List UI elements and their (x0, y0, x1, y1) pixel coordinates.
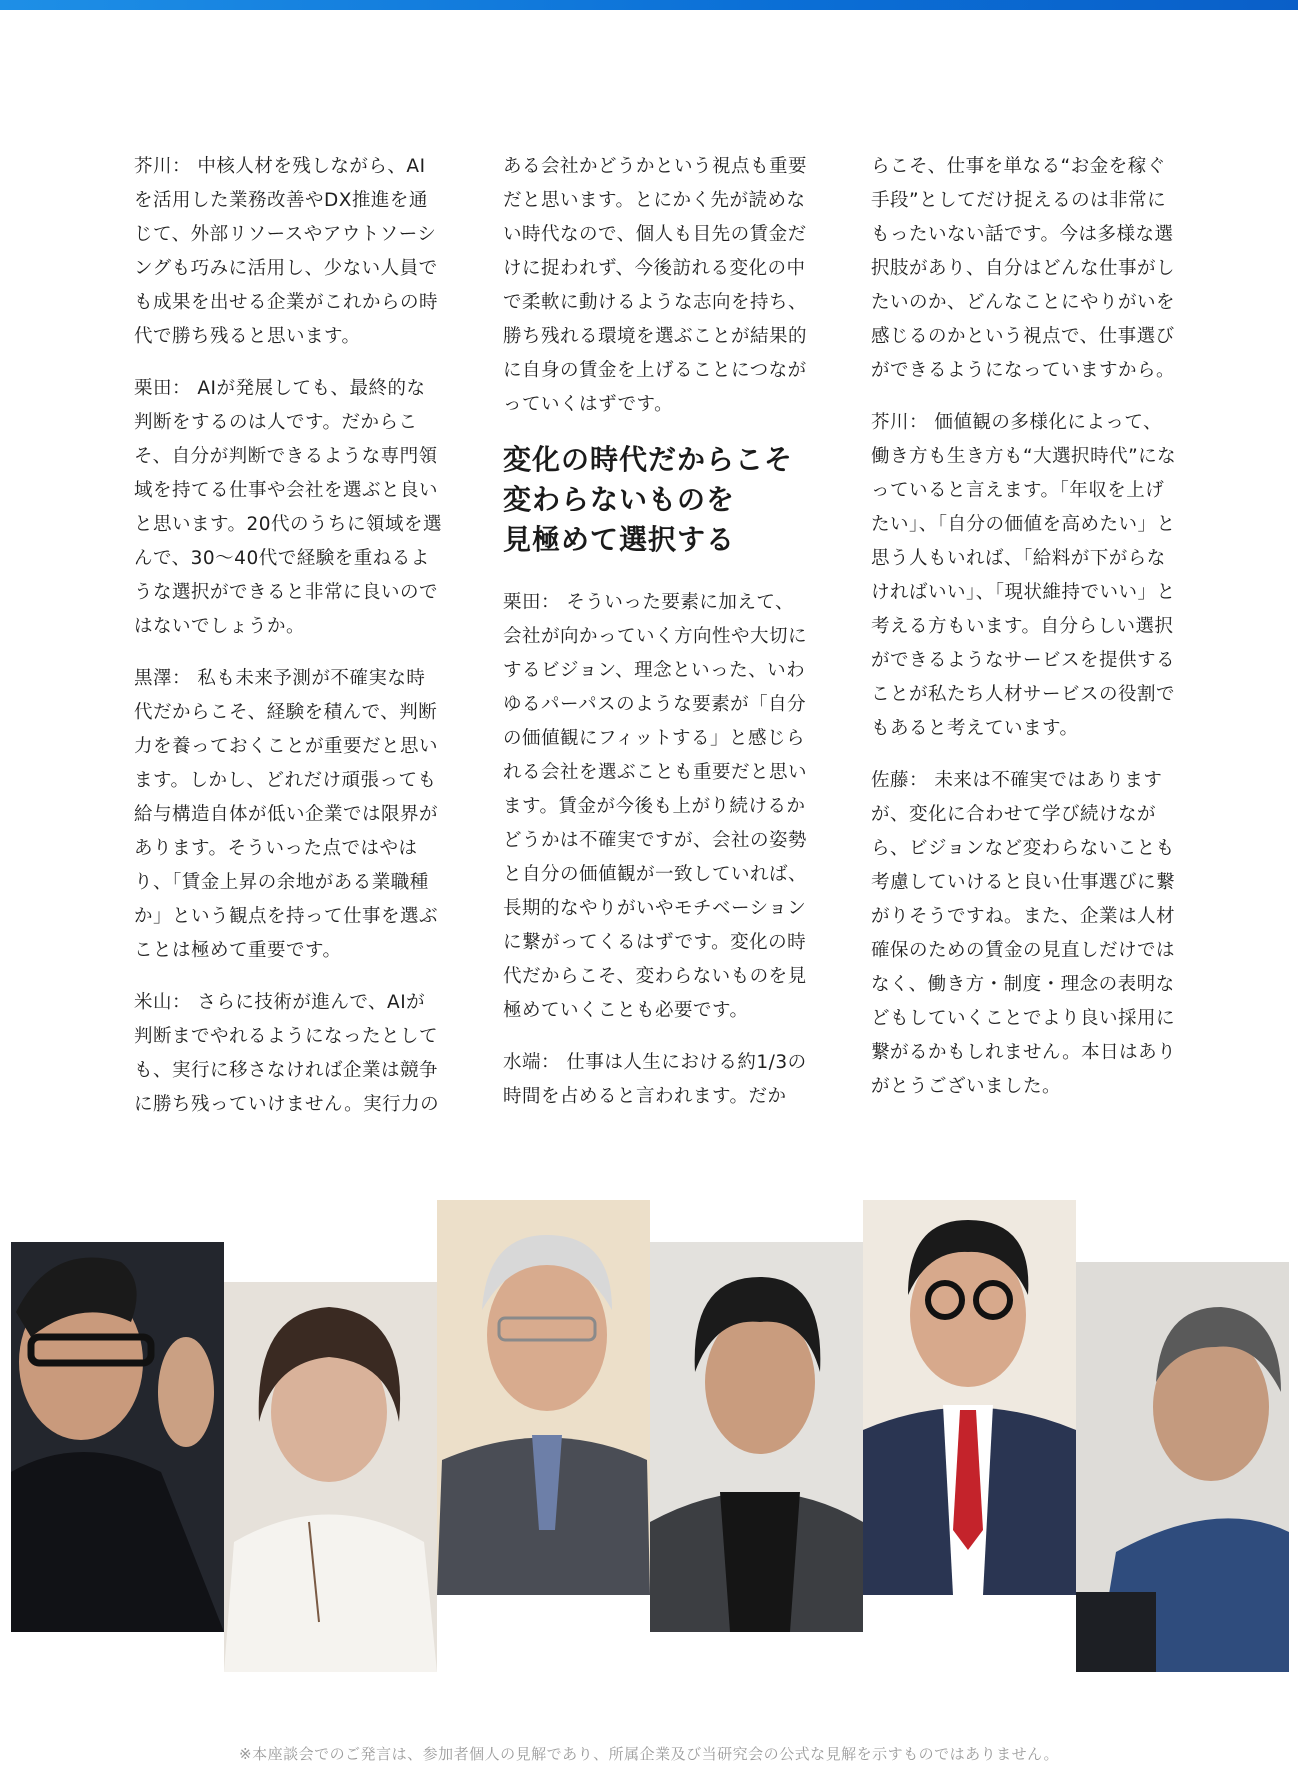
paragraph-text: さらに技術が進んで、AIが判断までやれるようになったとしても、実行に移さなければ企業は競争に勝ち残っていけません。実行力の (134, 992, 440, 1115)
footnote-disclaimer: ※本座談会でのご発言は、参加者個人の見解であり、所属企業及び当研究会の公式な見解を示すものではありません。 (239, 1745, 1059, 1763)
participant-photos (0, 1190, 1298, 1710)
speaker-label: 佐藤： (871, 770, 929, 791)
speaker-label: 芥川： (871, 412, 929, 433)
paragraph-text: 価値観の多様化によって、働き方も生き方も“大選択時代”になっていると言えます。「年収を上げたい」、「自分の価値を高めたい」と思う人もいれば、「給料が下がらなければいい」、「現状維持でいい」と考える方もいます。自分らしい選択ができるようなサービスを提供することが私たち人材サービスの役割でもあると考えています。 (871, 412, 1177, 739)
participant-photo-2 (224, 1282, 437, 1672)
paragraph-kurosawa (134, 662, 444, 968)
paragraph-continued: ある会社かどうかという視点も重要だと思います。とにかく先が読めない時代なので、個人も目先の賃金だけに捉われず、今後訪れる変化の中で柔軟に動けるような志向を持ち、勝ち残れる環境を選ぶことが結果的に自身の賃金を上げることにつながっていくはずです。 (503, 156, 808, 415)
participant-photo-6 (1076, 1262, 1289, 1672)
speaker-label: 黒澤： (134, 668, 192, 689)
paragraph-mizuhata (503, 1046, 813, 1114)
paragraph-sato (871, 764, 1181, 1104)
heading-line: 見極めて選択する (503, 523, 736, 556)
paragraph-text: そういった要素に加えて、会社が向かっていく方向性や大切にするビジョン、理念といった、いわゆるパーパスのような要素が「自分の価値観にフィットする」と感じられる会社を選ぶことも重要だと思います。賃金が今後も上がり続けるかどうかは不確実ですが、会社の姿勢と自分の価値観が一致していれば、長期的なやりがいやモチベーションに繋がってくるはずです。変化の時代だからこそ、変わらないものを見極めていくことも必要です。 (503, 592, 808, 1021)
speaker-label: 栗田： (503, 592, 561, 613)
paragraph-yoneyama (134, 986, 444, 1122)
article-body (0, 150, 1298, 1140)
column-1 (134, 150, 444, 1140)
speaker-label: 水端： (503, 1052, 561, 1073)
participant-photo-1 (11, 1242, 224, 1632)
speaker-label: 栗田： (134, 378, 192, 399)
paragraph-akutagawa-1 (134, 150, 444, 354)
top-accent-bar (0, 0, 1298, 10)
heading-line: 変化の時代だからこそ (503, 443, 794, 476)
paragraph-kurita-1 (134, 372, 444, 644)
participant-photo-4 (650, 1242, 863, 1632)
column-2 (503, 150, 813, 1132)
section-heading (503, 440, 813, 560)
paragraph-akutagawa-2 (871, 406, 1181, 746)
paragraph-continued: らこそ、仕事を単なる“お金を稼ぐ手段”としてだけ捉えるのは非常にもったいない話です。今は多様な選択肢があり、自分はどんな仕事がしたいのか、どんなことにやりがいを感じるのかという視点で、仕事選びができるようになっていますから。 (871, 156, 1176, 381)
speaker-label: 米山： (134, 992, 192, 1013)
paragraph-text: 未来は不確実ではありますが、変化に合わせて学び続けながら、ビジョンなど変わらないことも考慮していけると良い仕事選びに繋がりそうですね。また、企業は人材確保のための賃金の見直しだけではなく、働き方・制度・理念の表明などもしていくことでより良い採用に繋がるかもしれません。本日はありがとうございました。 (871, 770, 1177, 1097)
paragraph-text: 仕事は人生における約1/3の時間を占めると言われます。だか (503, 1052, 807, 1107)
paragraph-text: 中核人材を残しながら、AIを活用した業務改善やDX推進を通じて、外部リソースやアウトソーシングも巧みに活用し、少ない人員でも成果を出せる企業がこれからの時代で勝ち残ると思います。 (134, 156, 439, 347)
speaker-label: 芥川： (134, 156, 192, 177)
paragraph-kurita-2 (503, 586, 813, 1028)
paragraph-text: AIが発展しても、最終的な判断をするのは人です。だからこそ、自分が判断できるような専門領域を持てる仕事や会社を選ぶと良いと思います。20代のうちに領域を選んで、30～40代で経験を重ねるような選択ができると非常に良いのではないでしょうか。 (134, 378, 443, 637)
participant-photo-3 (437, 1200, 650, 1595)
paragraph-text: 私も未来予測が不確実な時代だからこそ、経験を積んで、判断力を養っておくことが重要だと思います。しかし、どれだけ頑張っても給与構造自体が低い企業では限界があります。そういった点ではやはり、「賃金上昇の余地がある業職種か」という観点を持って仕事を選ぶことは極めて重要です。 (134, 668, 439, 961)
column-3 (871, 150, 1181, 1122)
heading-line: 変わらないものを (503, 483, 736, 516)
participant-photo-5 (863, 1200, 1076, 1595)
